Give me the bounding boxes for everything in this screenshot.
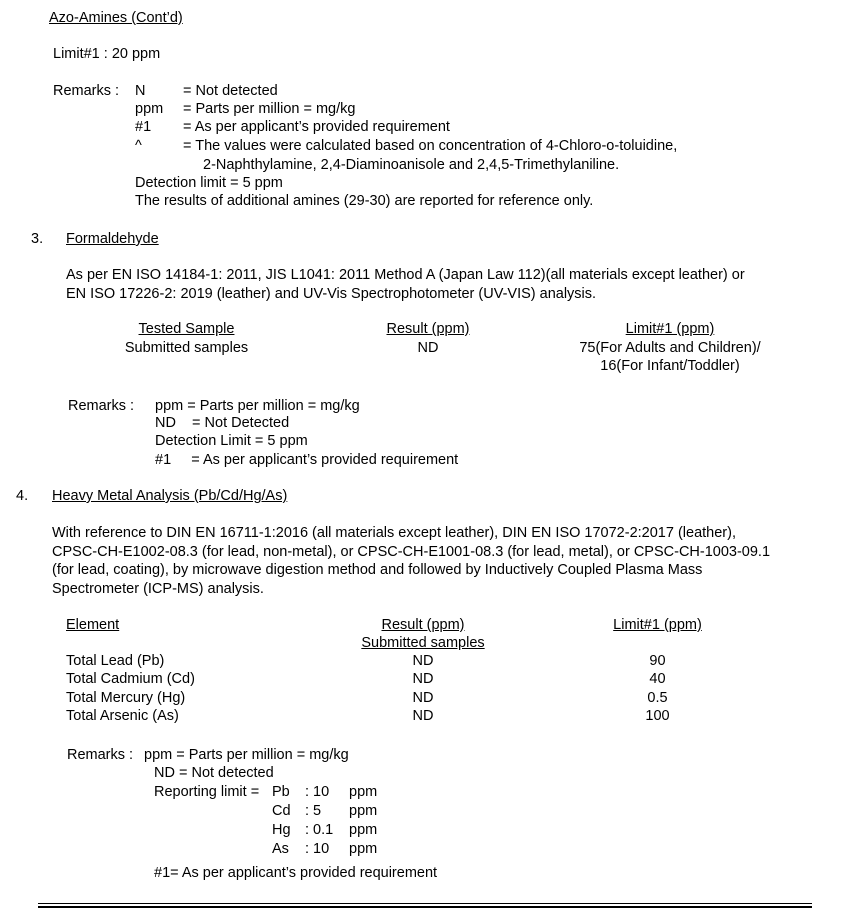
cell-limit-continuation: 16(For Infant/Toddler) bbox=[600, 358, 740, 374]
reporting-value: : 10 bbox=[305, 841, 330, 857]
azo-limit: Limit#1 : 20 ppm bbox=[53, 46, 161, 62]
section-number: 4. bbox=[16, 488, 29, 504]
azo-remark-continuation: 2-Naphthylamine, 2,4-Diaminoanisole and 2,4,5-Trimethylaniline. bbox=[203, 157, 620, 173]
reporting-value: : 5 bbox=[305, 803, 322, 819]
heavy-metal-remark: ppm = Parts per million = mg/kg bbox=[144, 747, 349, 763]
cell-element: Total Cadmium (Cd) bbox=[66, 671, 195, 687]
footer-divider bbox=[38, 906, 812, 908]
reporting-limit-label: Reporting limit = bbox=[154, 784, 260, 800]
azo-remark-value: = Not detected bbox=[183, 83, 278, 99]
azo-remark-value: = The values were calculated based on concentration of 4-Chloro-o-toluidine, bbox=[183, 138, 678, 154]
azo-remarks-label: Remarks : bbox=[53, 83, 120, 99]
formaldehyde-method-line: As per EN ISO 14184-1: 2011, JIS L1041: 2011 Method A (Japan Law 112)(all materials except leather) or bbox=[66, 267, 745, 283]
reporting-unit: ppm bbox=[349, 803, 378, 819]
cell-result: ND bbox=[417, 340, 439, 356]
reporting-value: : 10 bbox=[305, 784, 330, 800]
azo-remark-value: = As per applicant’s provided requirement bbox=[183, 119, 450, 135]
formaldehyde-remark: ND = Not Detected bbox=[155, 415, 290, 431]
cell-result: ND bbox=[412, 690, 434, 706]
col-header-limit: Limit#1 (ppm) bbox=[613, 617, 702, 633]
azo-remark-key: N bbox=[135, 83, 146, 99]
reporting-element: As bbox=[272, 841, 289, 857]
reporting-element: Pb bbox=[272, 784, 290, 800]
formaldehyde-remark: ppm = Parts per million = mg/kg bbox=[155, 398, 360, 414]
cell-result: ND bbox=[412, 708, 434, 724]
formaldehyde-method-line: EN ISO 17226-2: 2019 (leather) and UV-Vis Spectrophotometer (UV-VIS) analysis. bbox=[66, 286, 597, 302]
cell-element: Total Lead (Pb) bbox=[66, 653, 165, 669]
col-header-limit: Limit#1 (ppm) bbox=[625, 321, 715, 337]
cell-sample: Submitted samples bbox=[124, 340, 249, 356]
cell-result: ND bbox=[412, 653, 434, 669]
cell-element: Total Arsenic (As) bbox=[66, 708, 179, 724]
azo-remark-value: = Parts per million = mg/kg bbox=[183, 101, 356, 117]
cell-limit: 100 bbox=[645, 708, 670, 724]
azo-remark-key: ppm bbox=[135, 101, 164, 117]
cell-limit: 75(For Adults and Children)/ bbox=[579, 340, 761, 356]
reporting-element: Hg bbox=[272, 822, 291, 838]
heavy-metal-method-line: Spectrometer (ICP-MS) analysis. bbox=[52, 581, 264, 597]
azo-additional-note: The results of additional amines (29-30) are reported for reference only. bbox=[135, 193, 594, 209]
heavy-metal-remark: ND = Not detected bbox=[154, 765, 274, 781]
heavy-metal-remarks-label: Remarks : bbox=[67, 747, 134, 763]
reporting-unit: ppm bbox=[349, 841, 378, 857]
col-header-result-sub: Submitted samples bbox=[361, 635, 485, 651]
reporting-unit: ppm bbox=[349, 822, 378, 838]
azo-detection-limit: Detection limit = 5 ppm bbox=[135, 175, 283, 191]
azo-remark-key: #1 bbox=[135, 119, 152, 135]
reporting-element: Cd bbox=[272, 803, 291, 819]
col-header-element: Element bbox=[66, 617, 120, 633]
col-header-result: Result (ppm) bbox=[386, 321, 470, 337]
cell-limit: 40 bbox=[649, 671, 666, 687]
formaldehyde-heading: Formaldehyde bbox=[66, 231, 159, 247]
reporting-value: : 0.1 bbox=[305, 822, 334, 838]
cell-limit: 0.5 bbox=[647, 690, 668, 706]
formaldehyde-remarks-label: Remarks : bbox=[68, 398, 135, 414]
heavy-metal-method-line: CPSC-CH-E1002-08.3 (for lead, non-metal), or CPSC-CH-E1001-08.3 (for lead, metal), or CPSC-CH-1003-09.1 bbox=[52, 544, 771, 560]
col-header-result: Result (ppm) bbox=[381, 617, 465, 633]
cell-result: ND bbox=[412, 671, 434, 687]
col-header-tested-sample: Tested Sample bbox=[138, 321, 235, 337]
heavy-metal-heading: Heavy Metal Analysis (Pb/Cd/Hg/As) bbox=[52, 488, 288, 504]
azo-heading: Azo-Amines (Cont’d) bbox=[49, 10, 183, 26]
heavy-metal-remark: #1= As per applicant’s provided requirement bbox=[154, 865, 438, 881]
formaldehyde-remark: #1 = As per applicant’s provided requirement bbox=[155, 452, 459, 468]
heavy-metal-method-line: With reference to DIN EN 16711-1:2016 (all materials except leather), DIN EN ISO 17072-2:2017 (leather), bbox=[52, 525, 736, 541]
reporting-unit: ppm bbox=[349, 784, 378, 800]
section-number: 3. bbox=[31, 231, 44, 247]
heavy-metal-method-line: (for lead, coating), by microwave digestion method and followed by Inductively Coupled Plasma Mass bbox=[52, 562, 703, 578]
cell-element: Total Mercury (Hg) bbox=[66, 690, 186, 706]
formaldehyde-remark: Detection Limit = 5 ppm bbox=[155, 433, 308, 449]
azo-remark-key: ^ bbox=[135, 138, 142, 154]
footer-divider bbox=[38, 903, 812, 904]
cell-limit: 90 bbox=[649, 653, 666, 669]
